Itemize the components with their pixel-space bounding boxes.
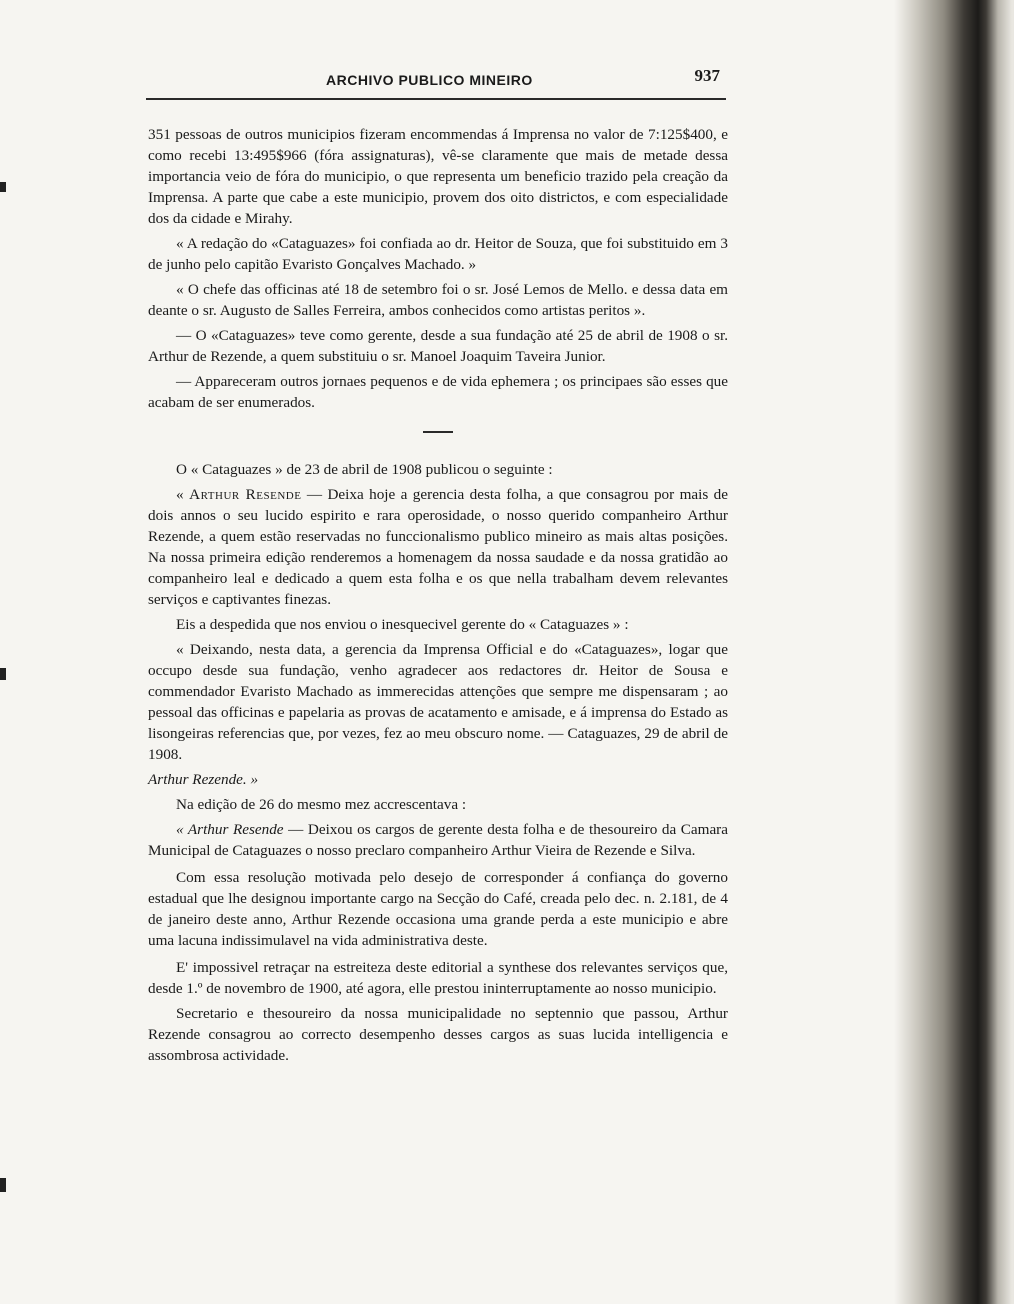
paragraph	[148, 484, 728, 610]
paragraph: O « Cataguazes » de 23 de abril de 1908 publicou o seguinte :	[176, 461, 553, 478]
scan-left-marks	[0, 0, 14, 1304]
paragraph: Na edição de 26 do mesmo mez accrescentava :	[176, 796, 467, 813]
scan-mark	[0, 182, 6, 192]
page-header	[146, 66, 726, 100]
page-number: 937	[694, 66, 720, 85]
paragraph: — O «Cataguazes» teve como gerente, desde a sua fundação até 25 de abril de 1908 o sr. Arthur de Rezende, a quem substituiu o sr. Manoel Joaquim Taveira Junior.	[148, 327, 728, 365]
scan-mark	[0, 668, 6, 680]
paragraph: — Appareceram outros jornaes pequenos e de vida ephemera ; os principaes são esses que acabam de ser enumerados.	[148, 373, 728, 411]
scan-binding-edge	[894, 0, 1014, 1304]
paragraph: E' impossivel retraçar na estreiteza deste editorial a synthese dos relevantes serviços que, desde 1.º de novembro de 1900, até agora, elle prestou ininterruptamente ao nosso municipio.	[148, 959, 728, 997]
signature-line: Arthur Rezende. »	[148, 771, 259, 788]
paragraph: Secretario e thesoureiro da nossa municipalidade no septennio que passou, Arthur Rezende consagrou ao correcto desempenho desses cargos as suas lucida intelligencia e assombrosa actividade.	[148, 1005, 728, 1064]
paragraph-text: — Deixou os cargos de gerente desta folha e de thesoureiro da Camara Municipal de Cataguazes o nosso preclaro companheiro Arthur Vieira de Rezende e Silva.	[148, 821, 728, 859]
paragraph: 351 pessoas de outros municipios fizeram encommendas á Imprensa no valor de 7:125$400, e como recebi 13:495$966 (fóra assignaturas), vê-se claramente que mais de metade dessa importancia veio de fóra do municipio, o que representa um beneficio trazido pela creação da Imprensa. A parte que cabe a este municipio, provem dos oito districtos, e com especialidade dos da cidade e Mirahy.	[148, 126, 728, 227]
quote-lead: « Arthur Resende	[176, 821, 284, 838]
paragraph-text: — Deixa hoje a gerencia desta folha, a que consagrou por mais de dois annos o seu lucido espirito e rara operosidade, o nosso querido companheiro Arthur Rezende, a quem estão reservadas no funccionalismo publico mineiro as mais altas posições. Na nossa primeira edição renderemos a homenagem da nossa saudade e da nossa gratidão ao companheiro leal e dedicado a quem esta folha e os que nella trabalham devem relevantes serviços e captivantes finezas.	[148, 486, 729, 608]
paragraph: Com essa resolução motivada pelo desejo de corresponder á confiança do governo estadual que lhe designou importante cargo na Secção do Café, creada pelo dec. n. 2.181, de 4 de janeiro deste anno, Arthur Rezende occasiona uma grande perda a este municipio e abre uma lacuna indissimulavel na vida administrativa deste.	[148, 869, 728, 949]
paragraph: « A redação do «Cataguazes» foi confiada ao dr. Heitor de Souza, que foi substituido em 3 de junho pelo capitão Evaristo Gonçalves Machado. »	[148, 235, 728, 273]
scan-mark	[0, 1178, 6, 1192]
quote-lead: « Arthur Resende	[176, 486, 302, 503]
running-title: ARCHIVO PUBLICO MINEIRO	[326, 72, 533, 88]
paragraph: Eis a despedida que nos enviou o inesquecivel gerente do « Cataguazes » :	[176, 616, 629, 633]
document-body	[148, 124, 728, 1070]
paragraph: « Deixando, nesta data, a gerencia da Imprensa Official e do «Cataguazes», logar que occupo desde sua fundação, venho agradecer aos redactores dr. Heitor de Sousa e commendador Evaristo Machado as immerecidas attenções que sempre me dispensaram ; ao pessoal das officinas e papelaria as provas de acatamento e amisade, e á imprensa do Estado as lisongeiras referencias que, por vezes, fez ao meu obscuro nome. — Cataguazes, 29 de abril de 1908.	[148, 641, 728, 763]
paragraph	[148, 819, 728, 861]
paragraph: « O chefe das officinas até 18 de setembro foi o sr. José Lemos de Mello. e dessa data em deante o sr. Augusto de Salles Ferreira, ambos conhecidos como artistas peritos ».	[148, 281, 728, 319]
section-divider	[423, 431, 453, 433]
